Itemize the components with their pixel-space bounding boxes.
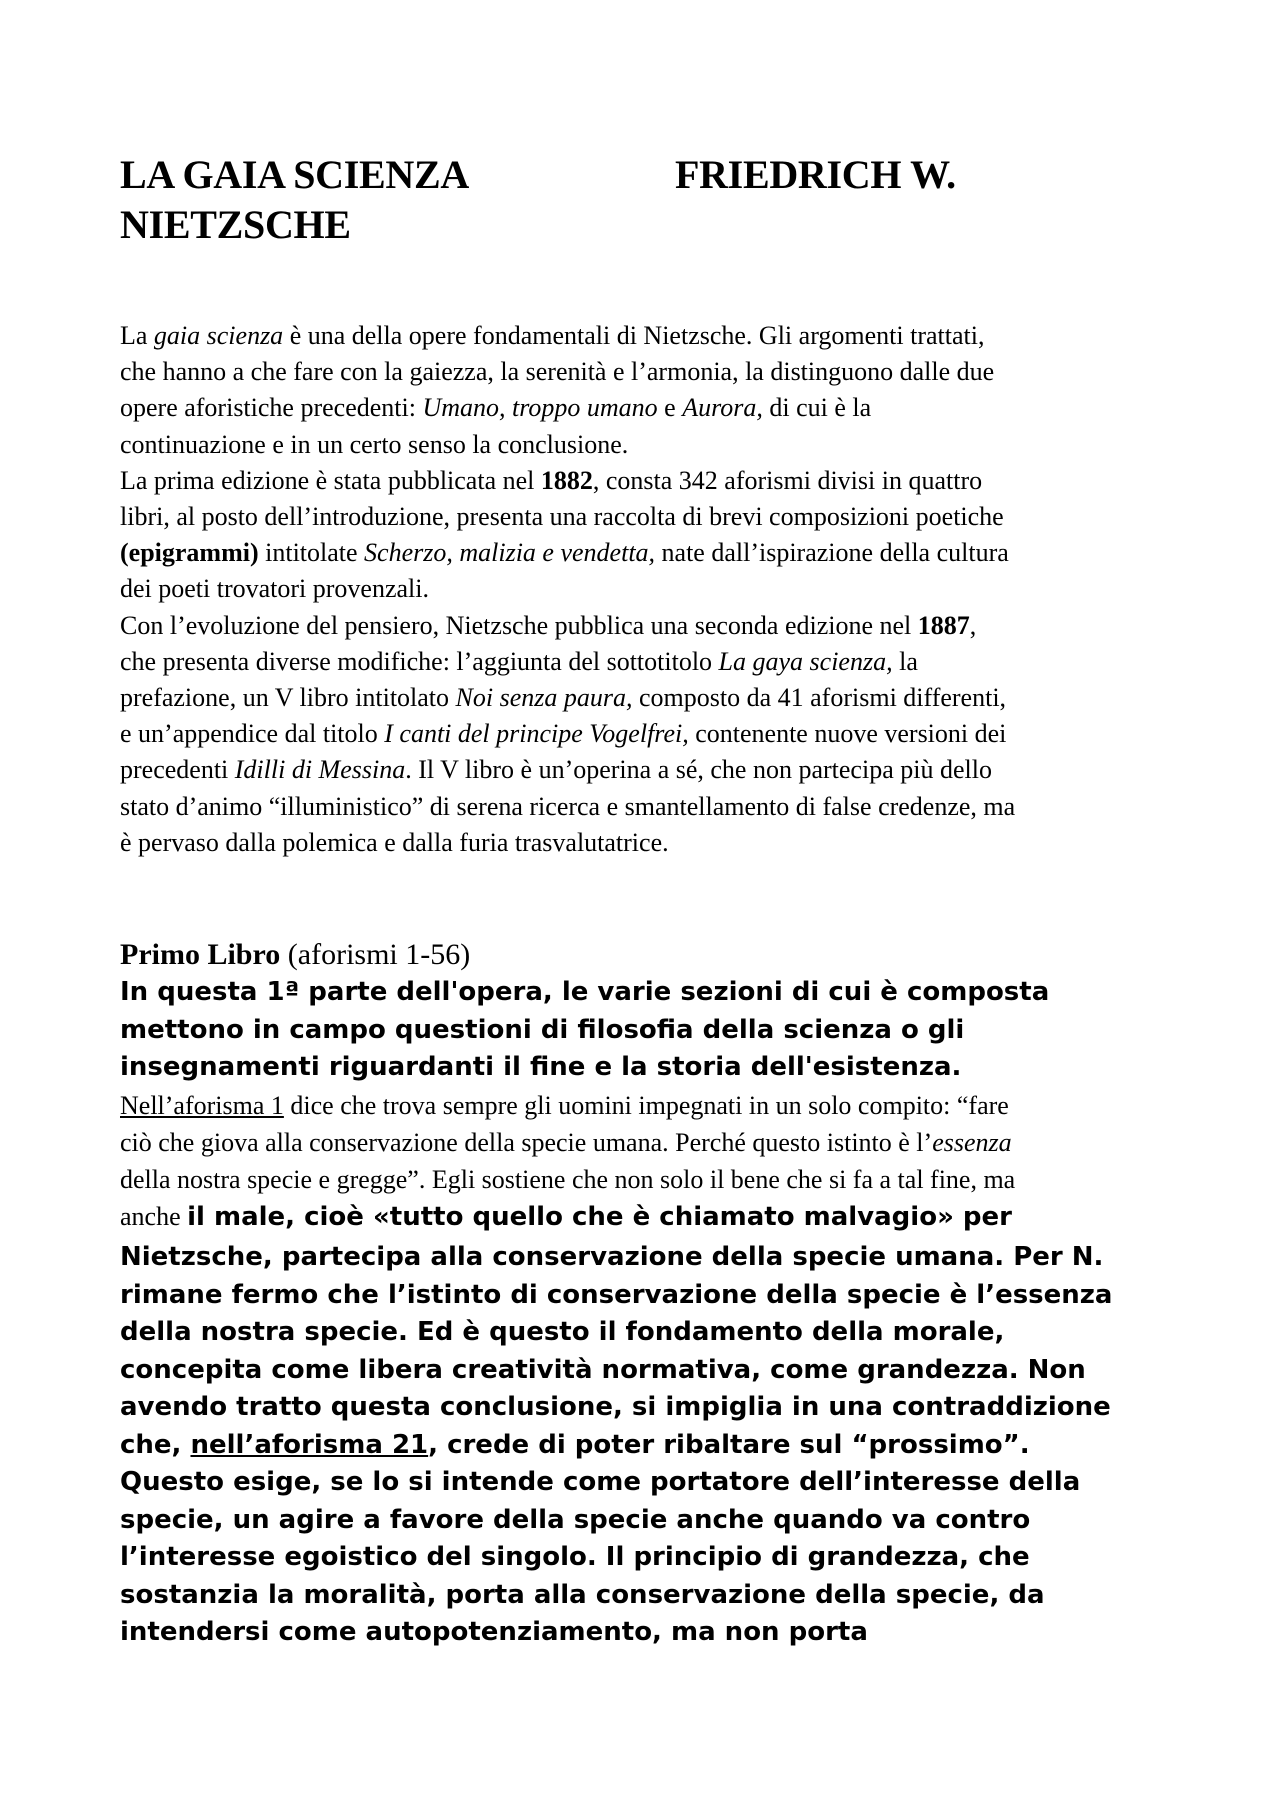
body-line: Nell’aforisma 1 dice che trova sempre gli uomini impegnati in un solo compito: “fare xyxy=(120,1090,1009,1120)
summary-line: In questa 1ª parte dell'opera, le varie sezioni di cui è composta xyxy=(120,977,1050,1008)
intro-line: opere aforistiche precedenti: Umano, troppo umano e Aurora, di cui è la xyxy=(120,393,872,423)
intro-line: precedenti Idilli di Messina. Il V libro è un’operina a sé, che non partecipa più dello xyxy=(120,755,992,785)
title-book: LA GAIA SCIENZA xyxy=(120,152,469,197)
commentary-line: l’interesse egoistico del singolo. Il principio di grandezza, che xyxy=(120,1542,1030,1573)
title-author-last: NIETZSCHE xyxy=(120,202,351,247)
intro-line: La gaia scienza è una della opere fondamentali di Nietzsche. Gli argomenti trattati, xyxy=(120,321,985,350)
commentary-line: avendo tratto questa conclusione, si impiglia in una contraddizione xyxy=(120,1392,1111,1423)
commentary-line: intendersi come autopotenziamento, ma non porta xyxy=(120,1617,868,1648)
intro-paragraph xyxy=(120,318,1180,861)
section-range: (aforismi 1-56) xyxy=(280,938,471,972)
section-title: Primo Libro xyxy=(120,938,281,972)
intro-line: continuazione e in un certo senso la conclusione. xyxy=(120,429,629,459)
bold-commentary xyxy=(120,1239,1180,1652)
intro-line: Con l’evoluzione del pensiero, Nietzsche pubblica una seconda edizione nel 1887, xyxy=(120,610,977,640)
intro-line: prefazione, un V libro intitolato Noi senza paura, composto da 41 aforismi differenti, xyxy=(120,683,1007,713)
aphorism-1-ref: Nell’aforisma 1 xyxy=(120,1090,284,1120)
commentary-line: che, nell’aforisma 21, crede di poter ribaltare sul “prossimo”. xyxy=(120,1429,1030,1460)
document-title xyxy=(120,150,1180,250)
section-summary xyxy=(120,974,1180,1087)
title-author-first: FRIEDRICH W. xyxy=(674,152,956,197)
body-line: anche il male, cioè «tutto quello che è chiamato malvagio» per xyxy=(120,1201,1012,1232)
intro-line: che hanno a che fare con la gaiezza, la serenità e l’armonia, la distinguono dalle due xyxy=(120,357,995,387)
body-line: ciò che giova alla conservazione della specie umana. Perché questo istinto è l’essenza xyxy=(120,1127,1012,1157)
intro-line: che presenta diverse modifiche: l’aggiunta del sottotitolo La gaya scienza, la xyxy=(120,646,918,676)
intro-line: La prima edizione è stata pubblicata nel 1882, consta 342 aforismi divisi in quattro xyxy=(120,465,983,495)
body-line: della nostra specie e gregge”. Egli sostiene che non solo il bene che si fa a tal fine, ma xyxy=(120,1164,1016,1194)
intro-line: libri, al posto dell’introduzione, presenta una raccolta di brevi composizioni poetiche xyxy=(120,502,1004,532)
commentary-line: sostanzia la moralità, porta alla conservazione della specie, da xyxy=(120,1579,1045,1610)
commentary-line: della nostra specie. Ed è questo il fondamento della morale, xyxy=(120,1317,1005,1348)
section-body xyxy=(120,974,1180,1652)
commentary-line: Questo esige, se lo si intende come portatore dell’interesse della xyxy=(120,1467,1081,1498)
commentary-line: concepita come libera creatività normativa, come grandezza. Non xyxy=(120,1354,1086,1385)
aphorism-text xyxy=(120,1087,1180,1198)
intro-line: è pervaso dalla polemica e dalla furia trasvalutatrice. xyxy=(120,827,669,857)
document-page xyxy=(120,150,1180,1652)
summary-line: mettono in campo questioni di filosofia della scienza o gli xyxy=(120,1014,965,1045)
intro-line: (epigrammi) intitolate Scherzo, malizia e vendetta, nate dall’ispirazione della cultura xyxy=(120,538,1009,568)
commentary-line: rimane fermo che l’istinto di conservazione della specie è l’essenza xyxy=(120,1279,1113,1310)
intro-line: dei poeti trovatori provenzali. xyxy=(120,574,430,604)
commentary-line: specie, un agire a favore della specie anche quando va contro xyxy=(120,1504,1031,1535)
intro-line: e un’appendice dal titolo I canti del principe Vogelfrei, contenente nuove versioni dei xyxy=(120,719,1007,749)
commentary-line: Nietzsche, partecipa alla conservazione della specie umana. Per N. xyxy=(120,1242,1104,1273)
intro-line: stato d’animo “illuministico” di serena ricerca e smantellamento di false credenze, ma xyxy=(120,791,1016,821)
section-heading xyxy=(120,936,1180,974)
summary-line: insegnamenti riguardanti il fine e la storia dell'esistenza. xyxy=(120,1052,962,1083)
aphorism-21-ref: nell’aforisma 21 xyxy=(190,1429,429,1460)
